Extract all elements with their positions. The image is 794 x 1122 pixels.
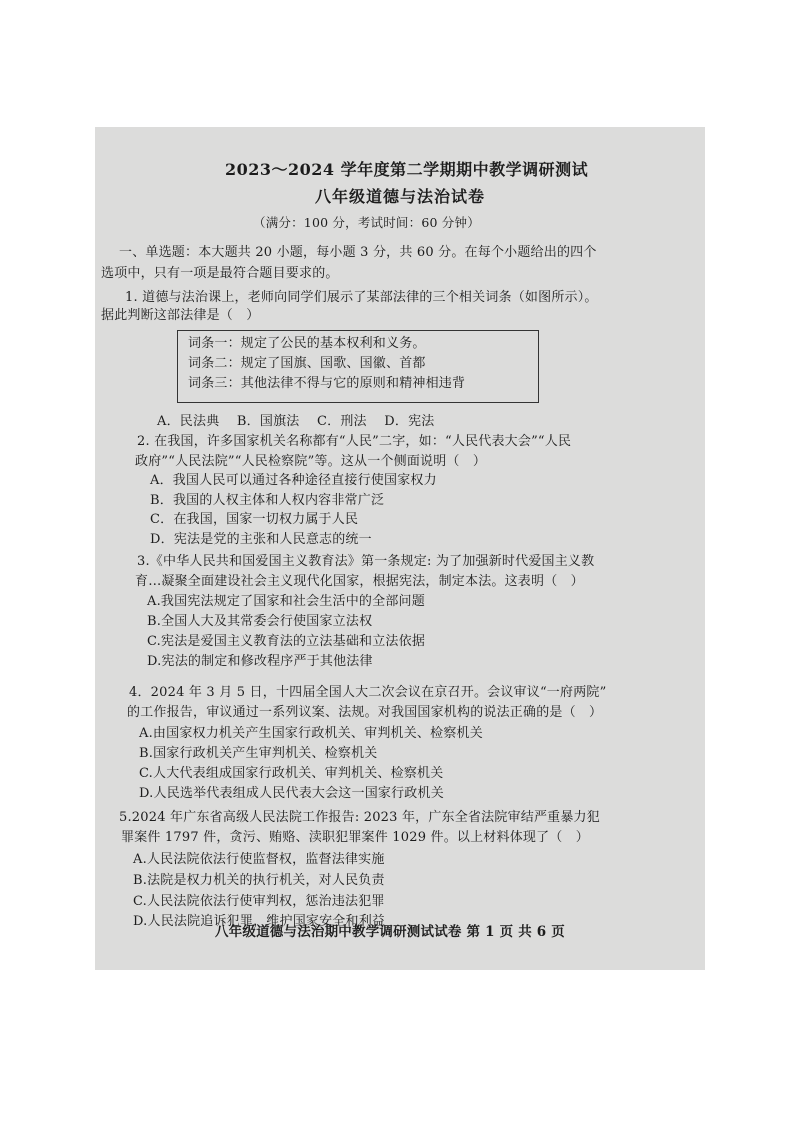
- exam-title: 2023～2024 学年度第二学期期中教学调研测试: [225, 160, 589, 179]
- entry-box: [177, 330, 539, 403]
- question-4-option: C.人大代表组成国家行政机关、审判机关、检察机关: [139, 766, 444, 781]
- score-info: （满分：100 分，考试时间：60 分钟）: [253, 215, 480, 230]
- question-4-option: D.人民选举代表组成人民代表大会这一国家行政机关: [139, 786, 444, 801]
- question-3-stem: 3.《中华人民共和国爱国主义教育法》第一条规定: 为了加强新时代爱国主义教: [137, 554, 595, 569]
- question-2-option: B．我国的人权主体和人权内容非常广泛: [150, 493, 385, 508]
- question-1-options: A．民法典 B．国旗法 C．刑法 D．宪法: [157, 414, 435, 429]
- question-2-stem: 政府”“人民法院”“人民检察院”等。这从一个侧面说明（ ）: [135, 454, 487, 469]
- question-4-stem: 的工作报告，审议通过一系列议案、法规。对我国国家机构的说法正确的是（ ）: [127, 705, 603, 720]
- page-footer: 八年级道德与法治期中教学调研测试试卷 第 1 页 共 6 页: [215, 924, 565, 940]
- entry-line: 词条二：规定了国旗、国歌、国徽、首都: [188, 356, 426, 371]
- exam-page: [95, 127, 705, 970]
- section-instruction: 选项中，只有一项是最符合题目要求的。: [101, 266, 339, 281]
- question-5-option: B.法院是权力机关的执行机关，对人民负责: [133, 873, 385, 888]
- question-3-option: C.宪法是爱国主义教育法的立法基础和立法依据: [147, 634, 426, 649]
- question-5-stem: 5.2024 年广东省高级人民法院工作报告: 2023 年，广东全省法院审结严重暴力犯: [119, 810, 600, 825]
- section-instruction: 一、单选题：本大题共 20 小题，每小题 3 分，共 60 分。在每个小题给出的四个: [119, 245, 597, 260]
- question-2-option: A．我国人民可以通过各种途径直接行使国家权力: [150, 473, 437, 488]
- exam-subtitle: 八年级道德与法治试卷: [315, 187, 486, 206]
- question-4-stem: 4．2024 年 3 月 5 日，十四届全国人大二次会议在京召开。会议审议“一府两院”: [129, 685, 607, 700]
- entry-line: 词条一：规定了公民的基本权利和义务。: [188, 336, 426, 351]
- question-5-option: D.人民法院追诉犯罪，维护国家安全和利益: [133, 914, 386, 929]
- question-2-stem: 2. 在我国，许多国家机关名称都有“人民”二字，如：“人民代表大会”“人民: [137, 434, 572, 449]
- question-1-stem: 1. 道德与法治课上，老师向同学们展示了某部法律的三个相关词条（如图所示）。: [125, 290, 598, 305]
- question-1-stem: 据此判断这部法律是（ ）: [101, 308, 260, 323]
- question-5-option: A.人民法院依法行使监督权，监督法律实施: [133, 852, 385, 867]
- question-3-option: D.宪法的制定和修改程序严于其他法律: [147, 654, 373, 669]
- entry-line: 词条三：其他法律不得与它的原则和精神相违背: [188, 376, 466, 391]
- question-2-option: D．宪法是党的主张和人民意志的统一: [150, 532, 372, 547]
- question-3-option: A.我国宪法规定了国家和社会生活中的全部问题: [147, 594, 425, 609]
- question-3-option: B.全国人大及其常委会行使国家立法权: [147, 614, 373, 629]
- question-5-stem: 罪案件 1797 件，贪污、贿赂、渎职犯罪案件 1029 件。以上材料体现了（ ）: [121, 830, 589, 845]
- question-3-stem: 育…凝聚全面建设社会主义现代化国家，根据宪法，制定本法。这表明（ ）: [135, 574, 584, 589]
- question-4-option: B.国家行政机关产生审判机关、检察机关: [139, 746, 378, 761]
- question-5-option: C.人民法院依法行使审判权，惩治违法犯罪: [133, 894, 385, 909]
- question-2-option: C．在我国，国家一切权力属于人民: [150, 512, 359, 527]
- question-4-option: A.由国家权力机关产生国家行政机关、审判机关、检察机关: [139, 726, 483, 741]
